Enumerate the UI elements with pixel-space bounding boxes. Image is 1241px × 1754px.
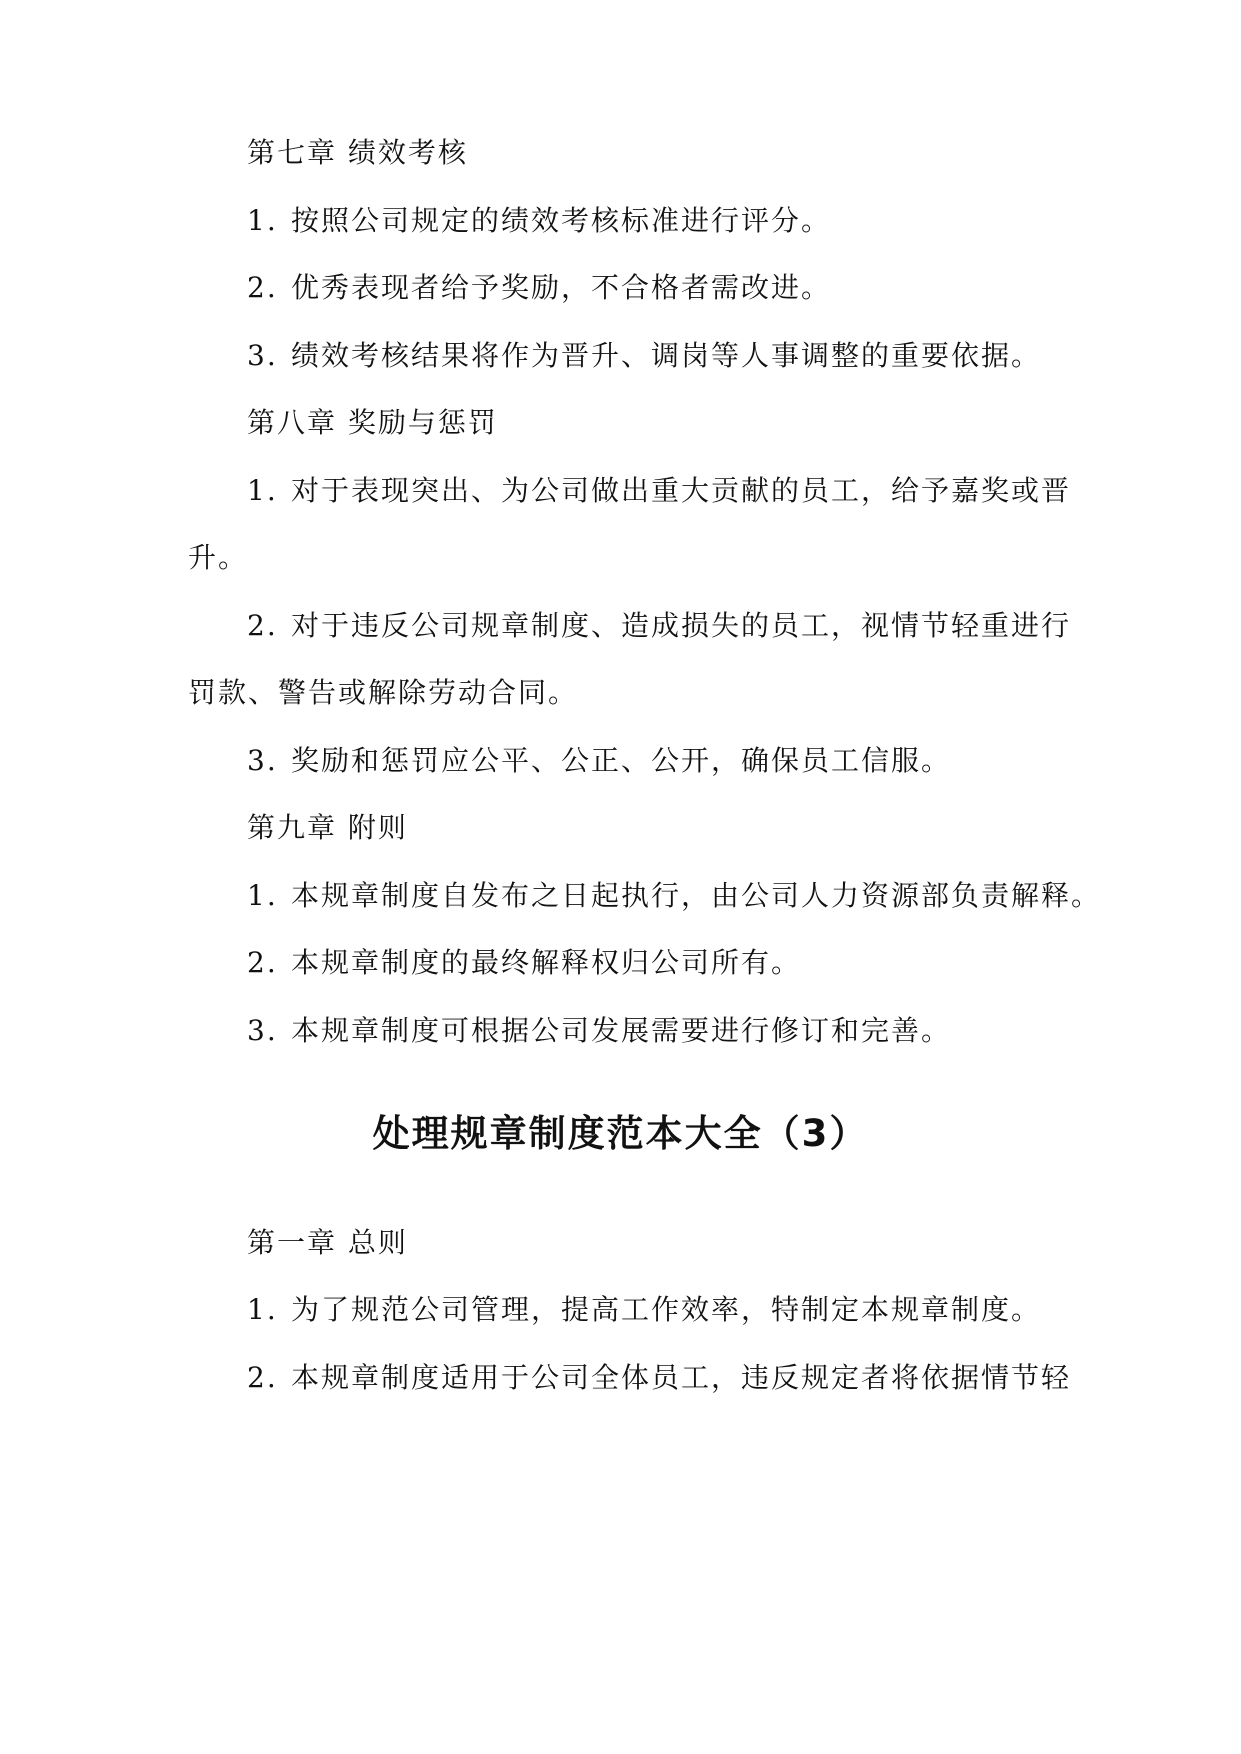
list-item: [247, 336, 1041, 376]
item-continuation: 升。: [188, 541, 249, 574]
list-item: [247, 471, 1071, 511]
list-item: [247, 741, 951, 781]
item-text: 奖励和惩罚应公平、公正、公开，确保员工信服。: [291, 744, 952, 777]
chapter-heading: 第九章 附则: [247, 811, 408, 844]
item-number: 2.: [247, 271, 278, 304]
item-number: 3.: [247, 744, 278, 777]
item-text: 对于表现突出、为公司做出重大贡献的员工，给予嘉奖或晋: [291, 474, 1072, 507]
item-text: 本规章制度可根据公司发展需要进行修订和完善。: [291, 1014, 952, 1047]
chapter-heading: 第八章 奖励与惩罚: [247, 406, 498, 439]
item-number: 1.: [247, 879, 278, 912]
list-item: [247, 606, 1071, 646]
list-item: [247, 201, 831, 241]
item-text: 为了规范公司管理，提高工作效率，特制定本规章制度。: [291, 1293, 1042, 1326]
item-text: 绩效考核结果将作为晋升、调岗等人事调整的重要依据。: [291, 339, 1042, 372]
item-text: 本规章制度适用于公司全体员工，违反规定者将依据情节轻: [291, 1361, 1072, 1394]
item-text: 优秀表现者给予奖励，不合格者需改进。: [291, 271, 832, 304]
list-item: [247, 1290, 1041, 1330]
item-text: 对于违反公司规章制度、造成损失的员工，视情节轻重进行: [291, 609, 1072, 642]
list-item: [247, 876, 1101, 916]
chapter-heading: 第七章 绩效考核: [247, 136, 468, 169]
item-number: 3.: [247, 1014, 278, 1047]
item-text: 本规章制度自发布之日起执行，由公司人力资源部负责解释。: [291, 879, 1102, 912]
item-number: 1.: [247, 474, 278, 507]
list-item: [247, 1358, 1071, 1398]
item-number: 3.: [247, 339, 278, 372]
item-number: 1.: [247, 1293, 278, 1326]
item-text: 本规章制度的最终解释权归公司所有。: [291, 946, 802, 979]
item-text: 按照公司规定的绩效考核标准进行评分。: [291, 204, 832, 237]
item-number: 2.: [247, 609, 278, 642]
item-number: 2.: [247, 946, 278, 979]
list-item: [247, 268, 831, 308]
item-number: 2.: [247, 1361, 278, 1394]
section-title: 处理规章制度范本大全（3）: [372, 1112, 869, 1155]
list-item: [247, 1011, 951, 1051]
list-item: [247, 943, 801, 983]
chapter-heading: 第一章 总则: [247, 1226, 408, 1259]
item-number: 1.: [247, 204, 278, 237]
item-continuation: 罚款、警告或解除劳动合同。: [188, 676, 579, 709]
